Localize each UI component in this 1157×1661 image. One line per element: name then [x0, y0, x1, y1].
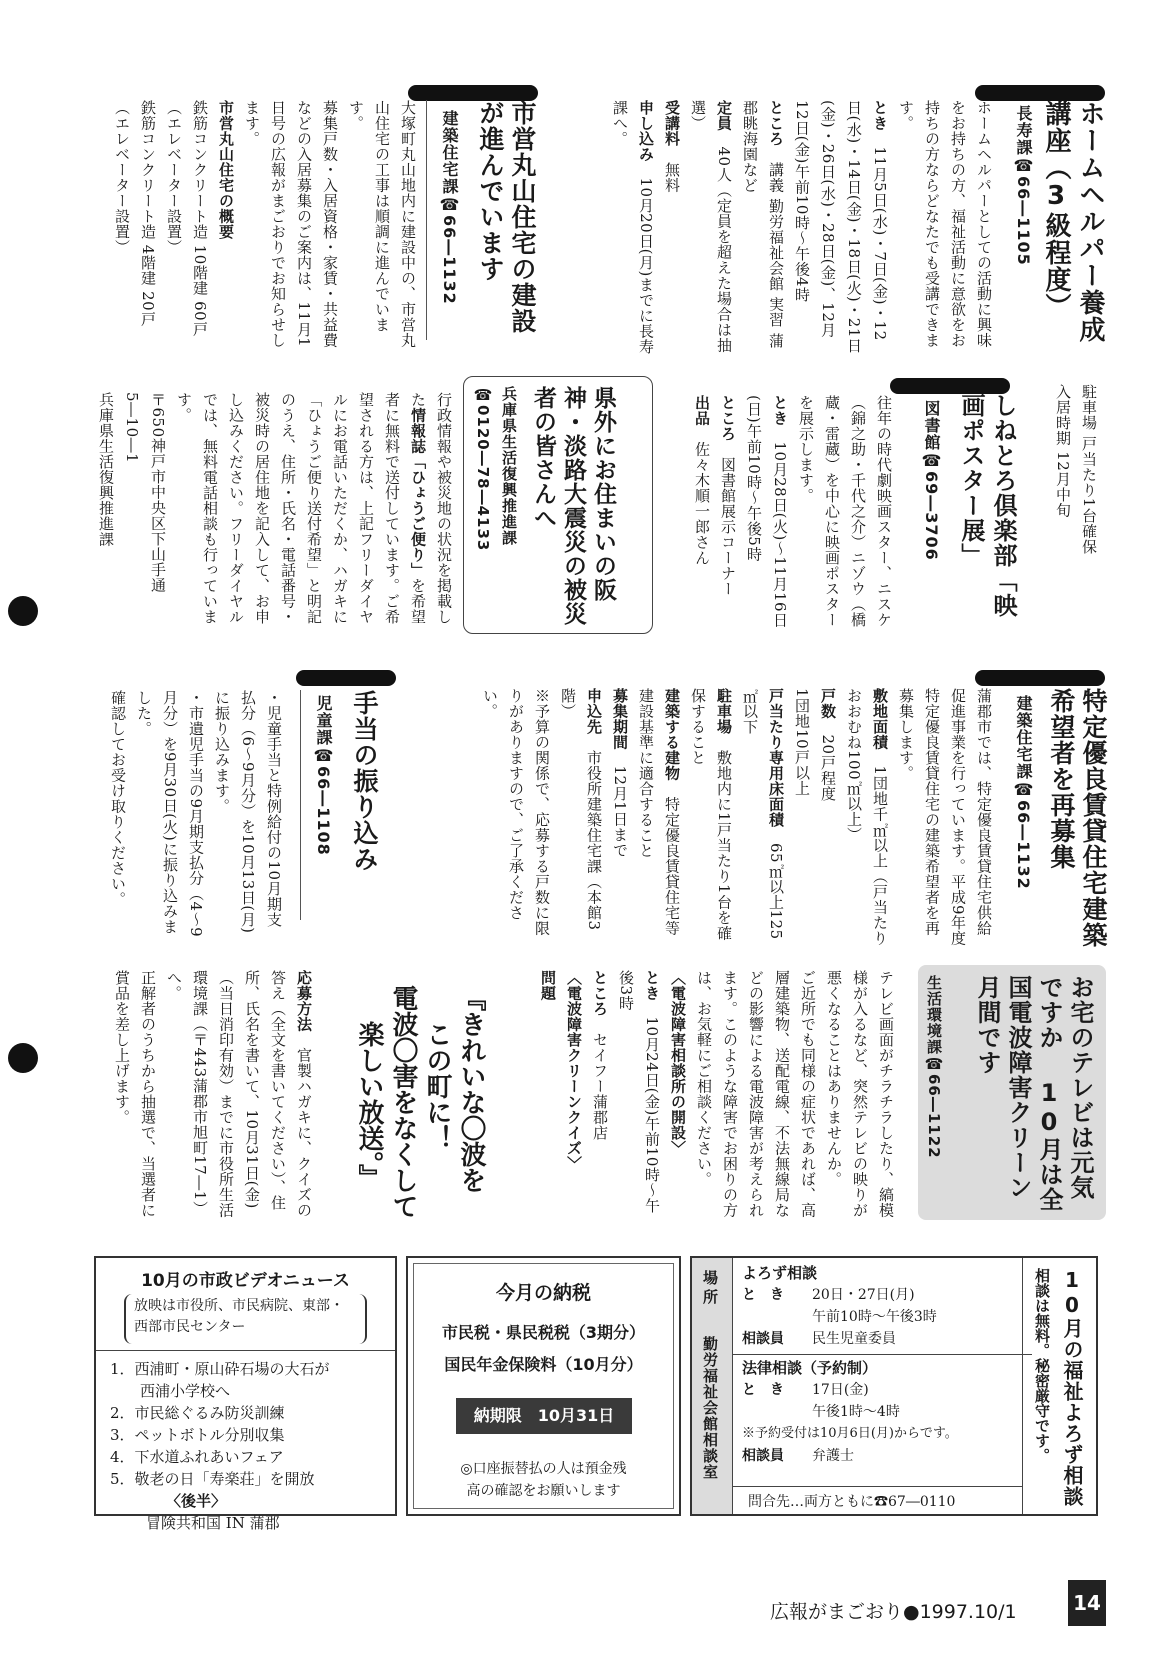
video-news-item-3: 3．ペットボトル分別収集: [110, 1426, 285, 1444]
movie-toki: 10月28日(火)～11月16日(日)午前10時～午後5時: [745, 395, 789, 628]
tokutei-units-label: 戸数: [819, 688, 837, 719]
denpa-toki: 10月24日(金)午前10時～午後3時: [617, 970, 661, 1214]
maruyama-outline-title: 市営丸山住宅の概要: [217, 100, 235, 240]
welfare-place: 勤労福祉会館相談室: [701, 1336, 719, 1480]
video-news-latter-label: 〈後半〉: [166, 1492, 227, 1510]
welfare-divider-right: [1022, 1258, 1023, 1514]
helper-title: ホームヘルパー養成講座（3級程度）: [1041, 100, 1105, 343]
helper-body-column: [607, 100, 997, 355]
teate-divider: [300, 690, 301, 920]
tokutei-dept: 建築住宅課☎66―1132: [1014, 695, 1033, 890]
welfare-title: 10月の福祉よろず相談: [1060, 1268, 1084, 1507]
maruyama-item2: 鉄筋コンクリート造 4階建 20戸（エレベーター設置）: [113, 100, 157, 327]
video-news-item-2: 2．市民総ぐるみ防災訓練: [110, 1404, 285, 1422]
denpa-title: お宅のテレビは元気ですか 10月は全国電波障害クリーン月間です: [973, 975, 1094, 1212]
hanshin-body-column: [93, 392, 457, 637]
movie-body-column: [689, 395, 897, 640]
helper-apply-label: 申し込み: [637, 100, 655, 162]
video-news-note1: 放映は市役所、市民病院、東部・: [134, 1298, 344, 1314]
helper-apply: 10月20日(月)までに長寿課へ。: [611, 100, 655, 355]
welfare-subtitle: 相談は無料。秘密厳守です。: [1033, 1268, 1051, 1463]
helper-body: ホームヘルパーとしての活動に興味をお持ちの方、福祉活動に意欲をお持ちの方ならどなたでも受講できます。: [897, 100, 993, 348]
video-news-box: [94, 1256, 397, 1532]
video-news-latter-item: 冒険共和国 IN 蒲郡: [146, 1514, 280, 1532]
welfare-legal-note: ※予約受付は10月6日(月)からです。: [742, 1426, 958, 1441]
tax-title: 今月の納税: [495, 1282, 591, 1304]
welfare-contact: 問合先…両方ともに☎67―0110: [748, 1494, 956, 1510]
denpa-quiz-line3: 電波〇害をなくして: [388, 985, 418, 1219]
hanshin-title: 県外にお住まいの阪神・淡路大震災の被災者の皆さんへ: [530, 386, 616, 626]
tokutei-building-label: 建築する建物: [663, 688, 681, 781]
publication-name: 広報がまごおり●1997.10/1: [770, 1601, 1017, 1623]
video-news-separator: [96, 1350, 395, 1351]
welfare-yorozu-toki-label: と き: [742, 1287, 784, 1303]
denpa-apply-column: [109, 970, 317, 1220]
denpa-tokoro: セイフー蒲郡店: [591, 1032, 609, 1141]
teate-item1: ・児童手当と特例給付の10月期支払分（6～9月分）を10月13日(月)に振り込みます。: [213, 690, 283, 934]
denpa-body-column: [535, 970, 899, 1220]
tokutei-area-label: 敷地面積: [871, 688, 889, 750]
video-news-list: [110, 1358, 330, 1534]
tokutei-title-bar: [975, 670, 1105, 686]
maruyama-parking: 駐車場 戸当たり1台確保: [1080, 384, 1098, 555]
video-news-item-5: 5．敬老の日「寿楽荘」を開放: [110, 1470, 315, 1488]
tokutei-body-column: [477, 688, 997, 948]
tokutei-floor-label: 戸当たり専用床面積: [767, 688, 785, 828]
helper-tokoro-label: ところ: [767, 100, 785, 147]
welfare-divider-left: [732, 1258, 733, 1514]
welfare-legal-toki1: 17日(金): [812, 1382, 869, 1398]
helper-tokoro: 講義 勤労福祉会館 実習 蒲郡眺海園など: [741, 100, 785, 349]
movie-toki-label: とき: [771, 395, 789, 426]
welfare-box: [690, 1256, 1098, 1516]
welfare-yorozu-toki1: 20日・27日(月): [812, 1287, 915, 1303]
helper-dept: 長寿課☎66―1105: [1014, 105, 1033, 266]
tokutei-floor: 65㎡以上125㎡以下: [741, 688, 785, 940]
tokutei-parking-label: 駐車場: [715, 688, 733, 735]
tax-note1: ◎口座振替払の人は預金残: [460, 1461, 627, 1477]
tax-deadline: 納期限 10月31日: [456, 1398, 632, 1434]
helper-fee-label: 受講料: [663, 100, 681, 147]
hanshin-dept1: 兵庫県生活復興推進課: [500, 386, 518, 546]
hanshin-body1: 行政情報や被災地の状況を掲載した: [409, 392, 453, 625]
tax-box: [406, 1256, 681, 1516]
tokutei-units: 20戸程度: [819, 734, 837, 802]
movie-tokoro-label: ところ: [719, 395, 737, 442]
movie-tokoro: 図書館展示コーナー: [719, 457, 737, 597]
tokutei-title: 特定優良賃貸住宅建築希望者を再募集: [1047, 688, 1108, 948]
tokutei-parking: 敷地内に1戸当たり1台を確保すること: [689, 688, 733, 941]
maruyama-body1: 大塚町丸山地内に建設中の、市営丸山住宅の工事は順調に進んでいます。: [347, 100, 417, 348]
tax-line2: 国民年金保険料（10月分）: [444, 1355, 643, 1374]
teate-body: 確認してお受け取りください。: [109, 690, 127, 907]
maruyama-divider: [426, 100, 427, 340]
hanshin-address2: 兵庫県生活復興推進課: [97, 392, 115, 547]
video-news-item-1b: 西浦小学校へ: [110, 1382, 231, 1400]
welfare-legal-toki-label: と き: [742, 1382, 784, 1398]
denpa-quiz-line2: この町に！: [422, 1021, 452, 1151]
maruyama-body2: 募集戸数・入居資格・家賃・共益費などの入居募集のご案内は、11月1日号の広報がまごおりでお知らせします。: [243, 100, 339, 348]
page-number: 14: [1068, 1580, 1106, 1626]
teate-title: 手当の振り込み: [350, 690, 379, 872]
denpa-tokoro-label: ところ: [591, 970, 609, 1017]
welfare-legal-toki2: 午後1時～4時: [812, 1404, 900, 1420]
tax-line1: 市民税・県民税税（3期分）: [441, 1323, 646, 1342]
tokutei-period-label: 募集期間: [611, 688, 629, 750]
tokutei-body: 蒲郡市では、特定優良賃貸住宅供給促進事業を行っています。平成9年度特定優良賃貸住宅の建築希望者を再募集します。: [897, 688, 993, 947]
movie-title: しねとろ倶楽部「映画ポスター展」: [957, 393, 1017, 618]
welfare-place-label: 場所: [701, 1270, 719, 1308]
welfare-yorozu-toki2: 午前10時～午後3時: [812, 1309, 937, 1325]
welfare-yorozu-staff: 民生児童委員: [812, 1331, 896, 1347]
movie-title-bar: [890, 378, 1010, 394]
hanshin-magazine: 情報誌「ひょうご便り」: [409, 407, 427, 578]
video-news-note: [124, 1294, 367, 1344]
tokutei-units-note: 1団地10戸以上: [793, 688, 811, 796]
video-news-note2: 西部市民センター: [134, 1319, 246, 1335]
movie-dept: 図書館☎69―3706: [922, 400, 941, 561]
denpa-toki-label: とき: [643, 970, 661, 1001]
helper-teiin: 40人（定員を超えた場合は抽選）: [689, 100, 733, 353]
video-news-item-4: 4．下水道ふれあいフェア: [110, 1448, 284, 1466]
teate-dept: 児童課☎66―1108: [314, 695, 333, 856]
denpa-quiz-title: 〈電波障害クリーンクイズ〉: [565, 970, 583, 1172]
denpa-body2: ご近所でも同様の症状であれば、高層建築物、送配電線、不法無線局などの影響による電波障害が考えられます。このような障害でお困りの方は、お気軽にご相談ください。: [695, 970, 817, 1218]
helper-fee: 無料: [663, 162, 681, 193]
teate-body-column: [105, 690, 287, 940]
maruyama-item1: 鉄筋コンクリート造 10階建 60戸（エレベーター設置）: [165, 100, 209, 337]
welfare-legal-title: 法律相談（予約制）: [742, 1359, 878, 1377]
welfare-legal-staff: 弁護士: [812, 1448, 854, 1464]
tokutei-apply-label: 申込先: [585, 688, 603, 735]
denpa-quiz-line1: 『きれいな〇波を: [456, 985, 486, 1193]
hanshin-dept2: ☎0120―78―4133: [474, 386, 492, 552]
teate-title-bar: [296, 670, 396, 686]
helper-toki-label: とき: [871, 100, 889, 131]
maruyama-title-bar: [408, 85, 538, 101]
binder-hole-bottom: [8, 1043, 38, 1073]
denpa-dept: 生活環境課☎66―1122: [925, 975, 943, 1159]
denpa-quiz-phrase: [352, 985, 488, 1225]
hanshin-body2: を希望者に無料で送付しています。ご希望される方は、上記フリーダイヤルにお電話いただくか、ハガキに「ひょうご便り送付希望」と明記のうえ、住所・氏名・電話番号・被災時の居住地を記入して、お申し込みください。フリーダイヤルでは、無料電話相談も行っています。: [175, 392, 427, 625]
denpa-method-label: 応募方法: [295, 970, 313, 1032]
maruyama-move-in: 入居時期 12月中旬: [1054, 384, 1072, 518]
denpa-method: 官製ハガキに、クイズの答え（全文を書いてください）、住所、氏名を書いて、10月31日(金)（当日消印有効）までに市役所生活環境課（〒443蒲郡市旭町17―1）へ。: [165, 970, 313, 1218]
binder-hole-top: [8, 596, 38, 626]
tax-note2: 高の確認をお願いします: [466, 1483, 621, 1499]
tokutei-period: 12月1日まで: [611, 765, 629, 858]
tokutei-building: 特定優良賃貸住宅等建設基準に適合すること: [637, 688, 681, 936]
helper-teiin-label: 定員: [715, 100, 733, 131]
video-news-item-1: 1．西浦町・原山砕石場の大石が: [110, 1360, 330, 1378]
tokutei-area: 1団地千㎡以上（戸当たりおおむね100㎡以上）: [845, 688, 889, 947]
welfare-content: [742, 1262, 1022, 1467]
tokutei-note: ※予算の関係で、応募する戸数に限りがありますので、ご了承ください。: [481, 688, 551, 936]
maruyama-dept: 建築住宅課☎66―1132: [440, 110, 459, 305]
denpa-body1: テレビ画面がチラチラしたり、縞模様が入るなど、突然テレビの映りが悪くなることはありませんか。: [825, 970, 895, 1218]
tokutei-apply: 市役所建築住宅課（本館3階）: [559, 688, 603, 931]
helper-title-bar: [975, 85, 1105, 101]
movie-exhibitor: 佐々木順一郎さん: [693, 441, 711, 566]
welfare-yorozu-title: よろず相談: [742, 1264, 818, 1282]
hanshin-address1: 〒650神戸市中央区下山手通5―10―1: [123, 392, 167, 593]
maruyama-continued-column: [1050, 384, 1102, 634]
maruyama-title: 市営丸山住宅の建設が進んでいます: [476, 100, 537, 334]
movie-body: 往年の時代劇映画スター、ニスケ（錦之助・千代之介）ニゾウ（橋蔵・雷蔵）を中心に映画ポスターを展示します。: [797, 395, 893, 628]
denpa-consult-title: 〈電波障害相談所の開設〉: [669, 970, 687, 1156]
maruyama-body-column: [109, 100, 421, 350]
teate-item2: ・市遺児手当の9月期支払分（4～9月分）を9月30日(火)に振り込みました。: [135, 690, 205, 938]
denpa-quiz-line4: 楽しい放送。』: [354, 1021, 384, 1190]
movie-exhibitor-label: 出品: [693, 395, 711, 426]
helper-toki: 11月5日(水)・7日(金)・12日(水)・14日(金)・18日(火)・21日(金)・26日(水)・28日(金)、12月12日(金)午前10時～午後4時: [793, 100, 889, 354]
denpa-question-label: 問題: [539, 970, 557, 1001]
denpa-prize: 正解者のうちから抽選で、当選者に賞品を差し上げます。: [113, 970, 157, 1218]
welfare-legal-staff-label: 相談員: [742, 1448, 784, 1464]
welfare-yorozu-staff-label: 相談員: [742, 1331, 784, 1347]
video-news-title: 10月の市政ビデオニュース: [141, 1271, 350, 1291]
welfare-divider-bottom: [732, 1486, 1022, 1487]
